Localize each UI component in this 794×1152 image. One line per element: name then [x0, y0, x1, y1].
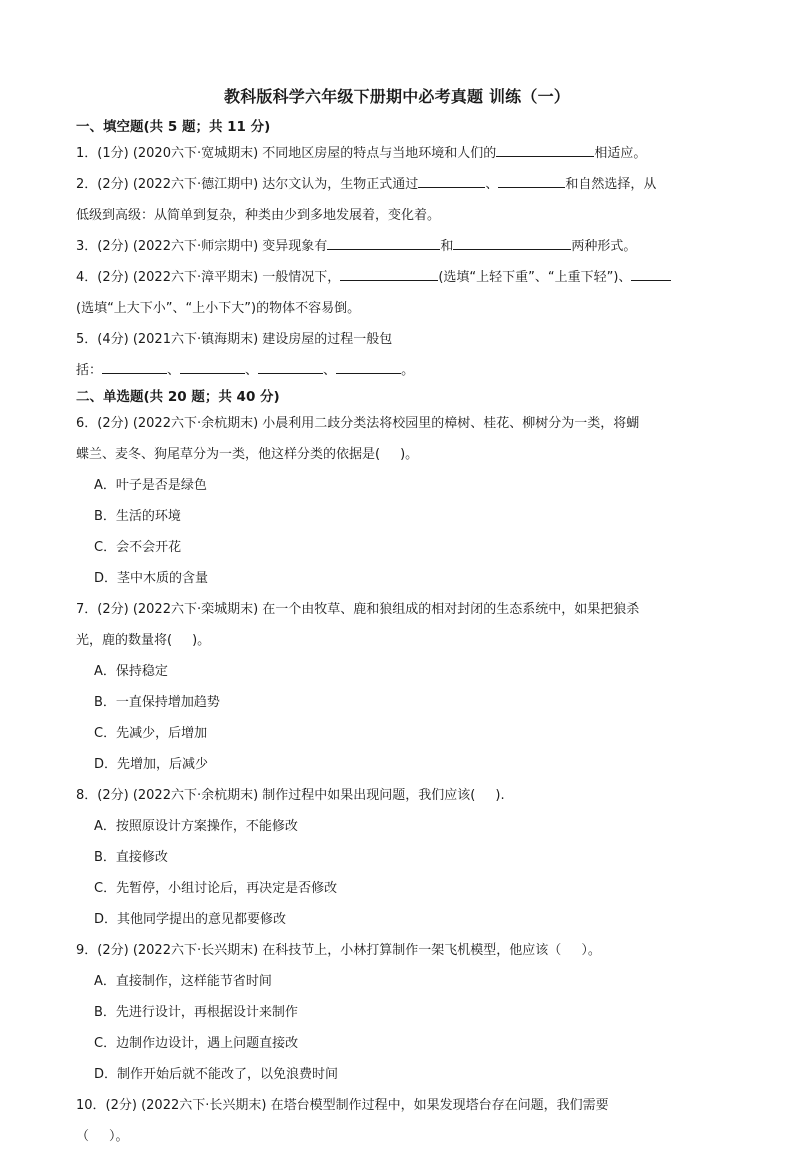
answer-blank[interactable]: [102, 359, 167, 374]
question-text: 和: [440, 239, 454, 254]
question-text: （: [76, 1129, 90, 1144]
question-10: [76, 1090, 718, 1152]
option-c[interactable]: C．先减少，后增加: [94, 726, 208, 741]
question-5: [76, 324, 718, 386]
question-text: 和自然选择，从: [565, 177, 657, 192]
answer-blank[interactable]: [453, 235, 571, 250]
question-8: [76, 780, 718, 935]
question-7: [76, 594, 718, 780]
separator: 、: [323, 363, 337, 378]
option-a[interactable]: A．按照原设计方案操作，不能修改: [94, 819, 298, 834]
question-text: 低级到高级：从简单到复杂，种类由少到多地发展着，变化着。: [76, 208, 441, 223]
question-text: 6．(2分) (2022六下·余杭期末) 小晨利用二歧分类法将校园里的樟树、桂花、柳树分为一类，将蝴: [76, 416, 640, 431]
question-1: [76, 138, 718, 169]
question-text: 8．(2分) (2022六下·余杭期末) 制作过程中如果出现问题，我们应该(: [76, 788, 476, 803]
question-6: [76, 408, 718, 594]
answer-blank[interactable]: [631, 266, 671, 281]
option-b[interactable]: B．先进行设计，再根据设计来制作: [94, 1005, 298, 1020]
options: [76, 656, 718, 780]
question-text: ）。: [581, 943, 601, 958]
question-text: 3．(2分) (2022六下·师宗期中) 变异现象有: [76, 239, 328, 254]
options: [76, 470, 718, 594]
answer-blank[interactable]: [336, 359, 401, 374]
section-heading-fill-blank: 一、填空题(共 5 题；共 11 分): [76, 119, 271, 135]
question-text: 两种形式。: [571, 239, 637, 254]
question-2: [76, 169, 718, 231]
question-text: 10．(2分) (2022六下·长兴期末) 在塔台模型制作过程中，如果发现塔台存在问题，我们需要: [76, 1098, 609, 1113]
question-text: )。: [192, 633, 211, 648]
option-a[interactable]: A．保持稳定: [94, 664, 168, 679]
question-text: (选填“上大下小”、“上小下大”)的物体不容易倒。: [76, 301, 361, 316]
question-text: 5．(4分) (2021六下·镇海期末) 建设房屋的过程一般包: [76, 332, 393, 347]
options: [76, 811, 718, 935]
answer-blank[interactable]: [180, 359, 245, 374]
question-text: 相适应。: [594, 146, 647, 161]
question-text: 蝶兰、麦冬、狗尾草分为一类，他这样分类的依据是(: [76, 447, 381, 462]
answer-blank[interactable]: [496, 142, 594, 157]
question-text: 2．(2分) (2022六下·德江期中) 达尔文认为，生物正式通过: [76, 177, 419, 192]
question-text: (选填“上轻下重”、“上重下轻”)、: [438, 270, 632, 285]
answer-blank[interactable]: [327, 235, 440, 250]
option-c[interactable]: C．边制作边设计，遇上问题直接改: [94, 1036, 299, 1051]
question-text: ）。: [109, 1129, 129, 1144]
section-heading-single-choice: 二、单选题(共 20 题；共 40 分): [76, 389, 280, 405]
answer-blank[interactable]: [498, 173, 565, 188]
option-d[interactable]: D．先增加，后减少: [94, 757, 209, 772]
option-b[interactable]: B．直接修改: [94, 850, 168, 865]
question-3: [76, 231, 718, 262]
question-text: 1．(1分) (2020六下·宽城期末) 不同地区房屋的特点与当地环境和人们的: [76, 146, 497, 161]
question-text: 9．(2分) (2022六下·长兴期末) 在科技节上，小林打算制作一架飞机模型，他应该（: [76, 943, 562, 958]
option-d[interactable]: D．茎中木质的含量: [94, 571, 209, 586]
question-text: 、: [485, 177, 499, 192]
question-text: 光，鹿的数量将(: [76, 633, 173, 648]
answer-blank[interactable]: [340, 266, 438, 281]
option-c[interactable]: C．先暂停，小组讨论后，再决定是否修改: [94, 881, 338, 896]
separator: 、: [167, 363, 181, 378]
question-text: ).: [495, 788, 505, 803]
question-text: )。: [400, 447, 419, 462]
page-title: 教科版科学六年级下册期中必考真题 训练（一）: [224, 87, 570, 106]
option-a[interactable]: A．直接制作，这样能节省时间: [94, 974, 272, 989]
option-b[interactable]: B．一直保持增加趋势: [94, 695, 220, 710]
question-9: [76, 935, 718, 1090]
question-end: 。: [401, 363, 415, 378]
option-a[interactable]: A．叶子是否是绿色: [94, 478, 207, 493]
option-c[interactable]: C．会不会开花: [94, 540, 182, 555]
question-text: 括：: [76, 363, 103, 378]
options: [76, 966, 718, 1090]
answer-blank[interactable]: [258, 359, 323, 374]
option-d[interactable]: D．其他同学提出的意见都要修改: [94, 912, 287, 927]
option-d[interactable]: D．制作开始后就不能改了，以免浪费时间: [94, 1067, 339, 1082]
answer-blank[interactable]: [418, 173, 485, 188]
option-b[interactable]: B．生活的环境: [94, 509, 181, 524]
separator: 、: [245, 363, 259, 378]
question-text: 4．(2分) (2022六下·漳平期末) 一般情况下，: [76, 270, 341, 285]
question-4: [76, 262, 718, 324]
question-text: 7．(2分) (2022六下·栾城期末) 在一个由牧草、鹿和狼组成的相对封闭的生态系统中，如果把狼杀: [76, 602, 640, 617]
